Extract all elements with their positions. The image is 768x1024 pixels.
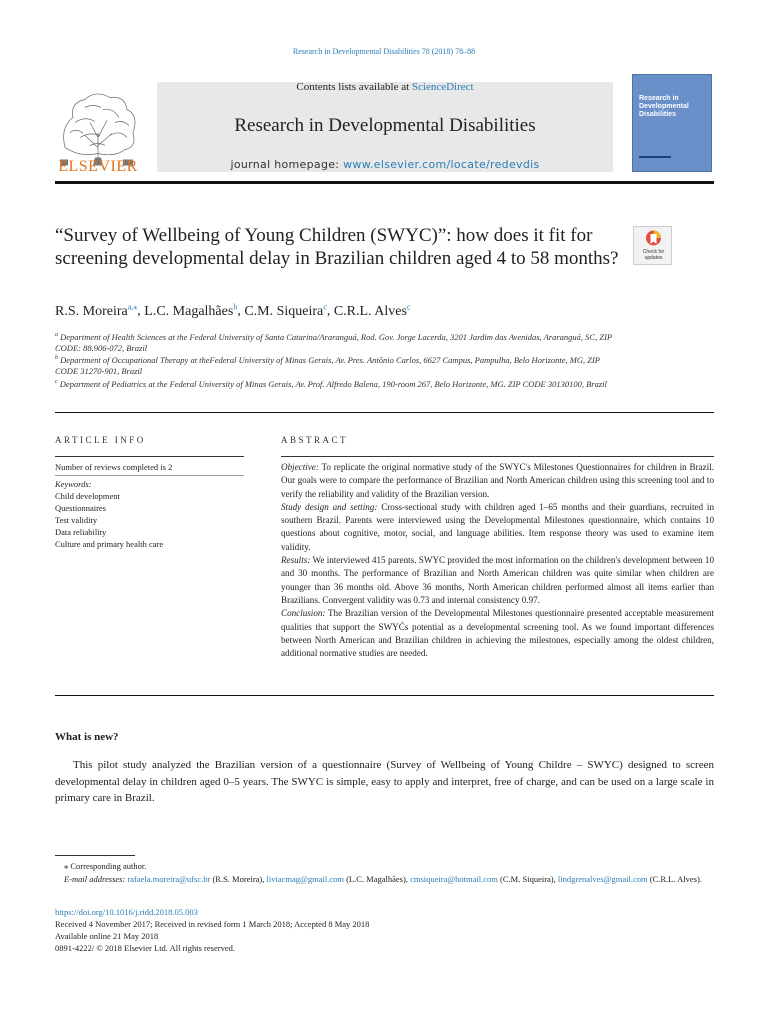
email-link[interactable]: cmsiqueira@hotmail.com <box>410 874 498 884</box>
keyword: Data reliability <box>55 527 107 537</box>
homepage-prefix: journal homepage: <box>230 158 344 171</box>
available-online-date: Available online 21 May 2018 <box>55 931 159 941</box>
email-addresses: E-mail addresses: rafaela.moreira@ufsc.br (R.S. Moreira), liviacmag@gmail.com (L.C. Magalhães), cmsiqueira@hotmail.com (C.M. Siqueira), lindgrenalves@gmail.com (C.R.L. Alves). <box>64 874 702 884</box>
sciencedirect-link[interactable]: ScienceDirect <box>411 81 474 93</box>
author[interactable]: L.C. Magalhães$^b$ <box>144 302 238 319</box>
reviews-count: Number of reviews completed is 2 <box>55 462 173 472</box>
abstract-section: Objective: To replicate the original normative study of the SWYC's Milestones Questionnaires for children in Brazil. Our goals were to compare the performance of Brazilian and North American children using this screening tool and to verify the reliability and validity of the Brazilian version. <box>281 462 715 499</box>
what-is-new-heading: What is new? <box>55 731 119 743</box>
doi-link[interactable]: https://doi.org/10.1016/j.ridd.2018.05.003 <box>55 907 198 917</box>
keyword: Child development <box>55 491 120 501</box>
issn-copyright: 0891-4222/ © 2018 Elsevier Ltd. All rights reserved. <box>55 943 235 953</box>
check-for-updates-button[interactable] <box>633 226 672 265</box>
what-is-new-body: This pilot study analyzed the Brazilian version of a questionnaire (Survey of Wellbeing of Young Childre – SWYC) designed to screen developmental delay in children aged 0–5 years. The SWYC is simple, easy to apply and interpret, free of charge, and can be used on a large scale in primary care in Brazil. <box>55 759 714 804</box>
abstract-rule <box>281 456 714 457</box>
contents-prefix: Contents lists available at <box>296 81 412 93</box>
article-title: “Survey of Wellbeing of Young Children (SWYC)”: how does it fit for screening developmental delay in Brazilian children aged 4 to 58 months? <box>55 225 619 269</box>
affiliation: $^a$ Department of Health Sciences at the Federal University of Santa Catarina/Araranguá, Rod. Gov. Jorge Lacerda, 3201 Jardim das Avenidas, Araranguá, SC, ZIP CODE: 88.906-072, Brazil <box>55 331 612 354</box>
keyword: Test validity <box>55 515 98 525</box>
keyword: Culture and primary health care <box>55 539 164 549</box>
journal-homepage-link[interactable]: www.elsevier.com/locate/redevdis <box>343 158 540 171</box>
check-for-updates-label: Check for updates <box>642 249 665 261</box>
keywords-list <box>55 478 163 550</box>
bookmark-icon <box>645 230 662 249</box>
elsevier-wordmark: ELSEVIER <box>58 158 138 175</box>
contents-available-line <box>157 81 613 93</box>
section-divider <box>55 695 714 696</box>
affiliation: $^b$ Department of Occupational Therapy at theFederal University of Minas Gerais, Av. Pres. Antônio Carlos, 6627 Campus, Pampulha, Belo Horizonte, MG, ZIP CODE 31270-901, Brazil <box>55 354 600 377</box>
article-info-rule <box>55 456 244 457</box>
footnote-rule <box>55 855 135 856</box>
email-link[interactable]: liviacmag@gmail.com <box>266 874 344 884</box>
abstract-heading: ABSTRACT <box>281 435 349 445</box>
author[interactable]: R.S. Moreira$^{a,⁎}$ <box>55 302 138 319</box>
journal-title: Research in Developmental Disabilities <box>234 115 536 136</box>
email-link[interactable]: rafaela.moreira@ufsc.br <box>127 874 211 884</box>
cover-title: Research in Developmental Disabilities <box>639 95 689 118</box>
corresponding-author-note: ⁎ Corresponding author. <box>64 861 147 871</box>
section-divider <box>55 412 714 413</box>
keywords-label: Keywords: <box>55 479 92 489</box>
email-link[interactable]: lindgrenalves@gmail.com <box>557 874 648 884</box>
received-dates: Received 4 November 2017; Received in revised form 1 March 2018; Accepted 8 May 2018 <box>55 919 370 929</box>
article-info-rule <box>55 475 244 476</box>
abstract-section: Study design and setting: Cross-sectional study with children aged 1–65 months and their guardians, recruited in southern Brazil. Parents were interviewed using the Developmental Milestones questionnaire, which contains 10 questions about cognitive, motor, social, and language abilities. Item response theory was used to examine item validity. <box>281 501 715 552</box>
journal-cover-thumbnail[interactable] <box>632 74 712 172</box>
affiliation: $^c$ Department of Pediatrics at the Federal University of Minas Gerais, Av. Prof. Alfredo Balena, 190-room 267, Belo Horizonte, MG. ZIP CODE 30130100, Brazil <box>55 378 607 389</box>
author[interactable]: C.M. Siqueira$^c$ <box>244 302 327 319</box>
journal-reference-link[interactable]: Research in Developmental Disabilities 78 (2018) 78–88 <box>292 47 476 56</box>
author[interactable]: C.R.L. Alves$^c$ <box>333 302 411 319</box>
abstract-body <box>281 461 714 660</box>
article-info-heading: ARTICLE INFO <box>55 435 146 445</box>
header-divider <box>55 181 714 184</box>
author-list: R.S. Moreira$^{a,⁎}$, L.C. Magalhães$^b$, C.M. Siqueira$^c$, C.R.L. Alves$^c$ <box>55 302 411 319</box>
abstract-section: Conclusion: The Brazilian version of the Developmental Milestones questionnaire presented acceptable measurement qualities that support the SWYĆs potential as a developmental screening tool. As we found important differences between North American and Brazilian children in achieving the milestones, especially among the oldest children, additional normative studies are needed. <box>281 608 714 659</box>
cover-accent-bar <box>639 156 671 158</box>
abstract-section: Results: We interviewed 415 parents. SWYC provided the most information on the children's development between 10 and 30 months. The performance of Brazilian and North American children was quite similar when children are younger than 36 months old. Above 36 months, North American children performed almost all items earlier than Brazilians. Convergent validity was 0.73 and internal consistency 0.97. <box>281 555 714 605</box>
journal-homepage-line <box>157 158 613 171</box>
keyword: Questionnaires <box>55 503 106 513</box>
